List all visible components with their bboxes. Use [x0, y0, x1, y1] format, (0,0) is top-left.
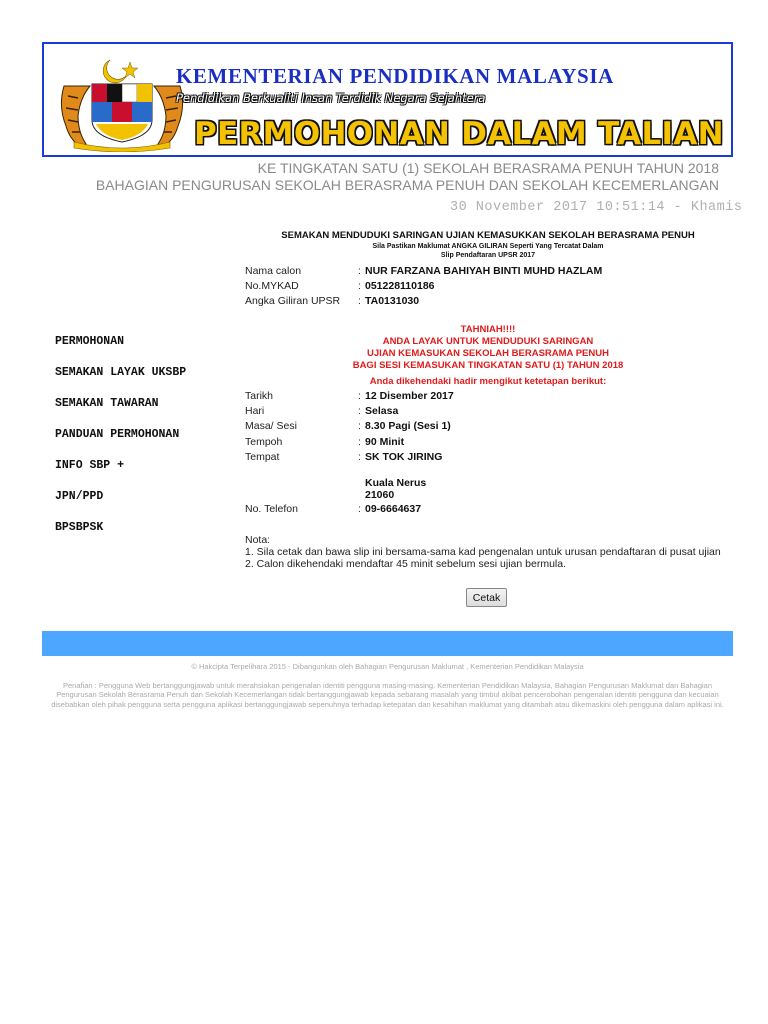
field-label: Masa/ Sesi [245, 420, 297, 432]
candidate-name: NUR FARZANA BAHIYAH BINTI MUHD HAZLAM [365, 265, 603, 277]
slip-note: Slip Pendaftaran UPSR 2017 [440, 252, 536, 259]
attendance-instruction: Anda dikehendaki hadir mengikut ketetapan berikut: [369, 376, 607, 387]
exam-session: 8.30 Pagi (Sesi 1) [365, 420, 451, 432]
exam-date: 12 Disember 2017 [365, 390, 454, 402]
venue-address-line: Kuala Nerus [365, 477, 427, 489]
exam-day: Selasa [365, 405, 399, 417]
field-label: Tempoh [245, 436, 283, 448]
candidate-name-row: Nama calon : NUR FARZANA BAHIYAH BINTI MUHD HAZLAM [245, 265, 603, 277]
field-label: Hari [245, 405, 265, 417]
disclaimer-line: Pengurusan Sekolah Berasrama Penuh dan Sekolah Kecemerlangan tidak bertanggungjawab kepada sebarang masalah yang timbul akibat pencerobohan pengenalan identiti pengguna dan kecuaian [56, 690, 719, 700]
menu-item-semakan-tawaran[interactable]: SEMAKAN TAWARAN [55, 397, 159, 410]
phone-row: No. Telefon : 09-6664637 [245, 503, 422, 515]
index-number: TA0131030 [365, 295, 420, 307]
menu-item-info-sbp[interactable]: INFO SBP + [55, 459, 125, 472]
copyright-text: © Hakcipta Terpelihara 2015 - Dibangunkan oleh Bahagian Pengurusan Maklumat , Kementerian Pendidikan Malaysia [191, 662, 584, 671]
congrats-line: ANDA LAYAK UNTUK MENDUDUKI SARINGAN [382, 336, 594, 347]
venue-postcode: 21060 [365, 489, 395, 501]
field-label: Angka Giliran UPSR [245, 295, 341, 307]
coat-of-arms-logo [56, 56, 188, 152]
field-label: Nama calon [245, 265, 302, 277]
congrats-line: UJIAN KEMASUKAN SEKOLAH BERASRAMA PENUH [367, 348, 609, 359]
exam-date-row: Tarikh : 12 Disember 2017 [245, 390, 454, 402]
menu-item-permohonan[interactable]: PERMOHONAN [55, 335, 125, 348]
notes-title: Nota: [245, 534, 271, 546]
field-label: Tarikh [245, 390, 274, 402]
slip-title: SEMAKAN MENDUDUKI SARINGAN UJIAN KEMASUKKAN SEKOLAH BERASRAMA PENUH [281, 230, 695, 241]
disclaimer-line: Penafian : Pengguna Web bertanggungjawab untuk merahsiakan pengenalan identiti pengguna masing-masing. Kementerian Pendidikan Malaysia, Bahagian Pengurusan Maklumat dan Bahagian [62, 681, 713, 690]
app-title: PERMOHONAN DALAM TALIAN [194, 116, 724, 152]
menu-item-jpn-ppd[interactable]: JPN/PPD [55, 490, 104, 503]
menu-item-panduan[interactable]: PANDUAN PERMOHONAN [55, 428, 180, 441]
page-subtitle-2: BAHAGIAN PENGURUSAN SEKOLAH BERASRAMA PENUH DAN SEKOLAH KECEMERLANGAN [95, 177, 719, 193]
date-time-marquee: 30 November 2017 10:51:14 - Khamis [450, 200, 743, 215]
field-label: Tempat [245, 451, 280, 463]
page-subtitle-1: KE TINGKATAN SATU (1) SEKOLAH BERASRAMA PENUH TAHUN 2018 [257, 160, 719, 176]
slip-note: Sila Pastikan Maklumat ANGKA GILIRAN Seperti Yang Tercatat Dalam [372, 243, 604, 250]
mykad-row: No.MYKAD : 051228110186 [245, 280, 435, 292]
menu-item-semakan-layak[interactable]: SEMAKAN LAYAK UKSBP [55, 366, 187, 379]
congrats-heading: TAHNIAH!!!! [460, 324, 516, 335]
exam-day-row: Hari : Selasa [245, 405, 399, 417]
field-label: No.MYKAD [245, 280, 299, 292]
exam-venue: SK TOK JIRING [365, 451, 443, 463]
disclaimer-line: disebabkan oleh pihak pengguna serta pengguna aplikasi bertanggungjawab sepenuhnya terhadap ketepatan dan kesahihan maklumat yang ditambah atau dikemaskini oleh pengguna dalam aplikasi ini. [51, 699, 724, 709]
footer-bar [42, 631, 733, 656]
ministry-tagline: Pendidikan Berkualiti Insan Terdidik Negara Sejahtera [176, 91, 486, 105]
phone-number: 09-6664637 [365, 503, 422, 515]
exam-duration-row: Tempoh : 90 Minit [245, 436, 405, 448]
exam-duration: 90 Minit [365, 436, 405, 448]
header-banner [42, 42, 733, 157]
print-button[interactable]: Cetak [466, 588, 507, 607]
mykad-number: 051228110186 [365, 280, 435, 292]
note-item: 2. Calon dikehendaki mendaftar 45 minit sebelum sesi ujian bermula. [245, 558, 567, 570]
congrats-line: BAGI SESI KEMASUKAN TINGKATAN SATU (1) TAHUN 2018 [352, 360, 624, 371]
note-item: 1. Sila cetak dan bawa slip ini bersama-sama kad pengenalan untuk urusan pendaftaran di pusat ujian [245, 546, 721, 558]
exam-session-row: Masa/ Sesi : 8.30 Pagi (Sesi 1) [245, 420, 451, 432]
disclaimer-text [42, 681, 733, 709]
ministry-name: KEMENTERIAN PENDIDIKAN MALAYSIA [176, 64, 614, 88]
exam-venue-row: Tempat : SK TOK JIRING [245, 451, 443, 463]
index-number-row: Angka Giliran UPSR : TA0131030 [245, 295, 420, 307]
sidebar-menu [55, 333, 225, 550]
menu-item-bpsbpsk[interactable]: BPSBPSK [55, 521, 104, 534]
field-label: No. Telefon [245, 503, 298, 515]
